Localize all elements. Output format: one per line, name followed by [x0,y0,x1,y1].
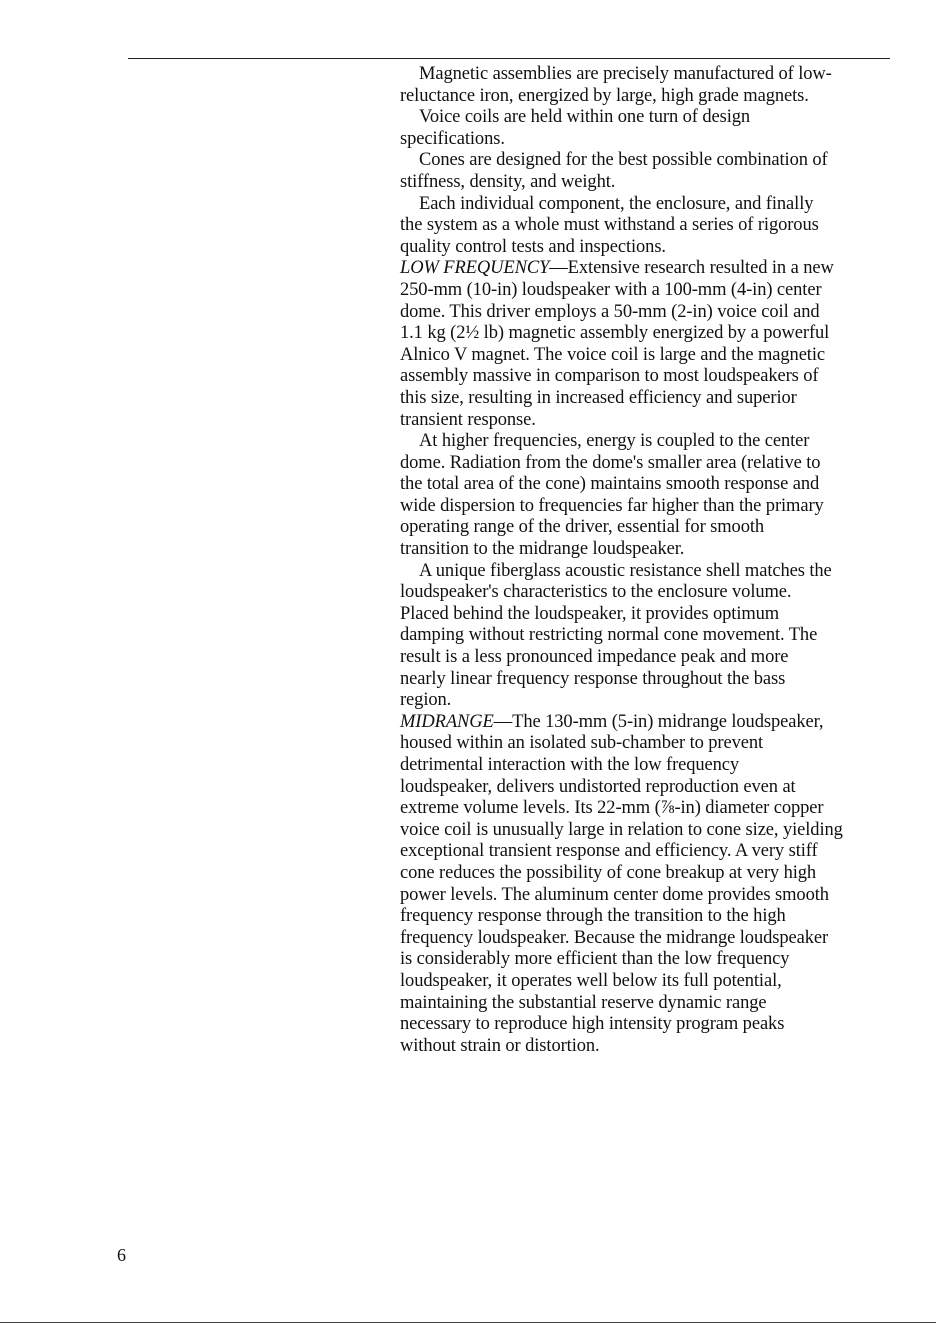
text-line: wide dispersion to frequencies far higher than the primary [400,495,824,516]
text-column [400,64,910,1057]
text-line: transient response. [400,409,536,430]
text-line: dome. Radiation from the dome's smaller area (relative to [400,452,821,473]
text-line: extreme volume levels. Its 22-mm (⅞-in) diameter copper [400,798,824,819]
text-line: result is a less pronounced impedance peak and more [400,647,789,668]
text-line: transition to the midrange loudspeaker. [400,539,685,560]
text-line: housed within an isolated sub-chamber to prevent [400,733,764,754]
text-line: Each individual component, the enclosure, and finally [419,193,814,214]
text-line: the system as a whole must withstand a series of rigorous [400,215,819,236]
paragraph-midrange [400,712,910,1058]
text-line: voice coil is unusually large in relation to cone size, yielding [400,819,843,840]
text-line [400,258,910,280]
text-line: loudspeaker's characteristics to the enclosure volume. [400,582,792,603]
text-line: quality control tests and inspections. [400,236,666,257]
text-line: Voice coils are held within one turn of design [419,107,751,128]
text-line: power levels. The aluminum center dome provides smooth [400,884,829,905]
section-heading: LOW FREQUENCY [400,258,550,279]
text-run: —Extensive research resulted in a new [549,258,834,279]
text-line: the total area of the cone) maintains smooth response and [400,474,820,495]
text-line: reluctance iron, energized by large, high grade magnets. [400,85,809,106]
text-line: Cones are designed for the best possible combination of [419,150,828,171]
paragraph [400,150,910,193]
text-line: maintaining the substantial reserve dynamic range [400,992,767,1013]
text-line: At higher frequencies, energy is coupled to the center [419,431,810,452]
text-line: Alnico V magnet. The voice coil is large and the magnetic [400,344,825,365]
text-line: assembly massive in comparison to most loudspeakers of [400,366,819,387]
text-line: damping without restricting normal cone movement. The [400,625,818,646]
text-line: detrimental interaction with the low frequency [400,755,740,775]
text-line: loudspeaker, delivers undistorted reproduction even at [400,776,796,797]
text-line: A unique fiberglass acoustic resistance shell matches the [419,560,832,581]
paragraph [400,561,910,712]
paragraph-low-frequency [400,258,910,431]
text-line: this size, resulting in increased efficiency and superior [400,387,797,408]
text-line: dome. This driver employs a 50-mm (2-in) voice coil and [400,301,820,322]
text-line: is considerably more efficient than the low frequency [400,949,790,970]
text-line: frequency loudspeaker. Because the midrange loudspeaker [400,927,829,948]
text-line: necessary to reproduce high intensity program peaks [400,1014,785,1035]
text-line: loudspeaker, it operates well below its full potential, [400,970,782,991]
bottom-edge-rule [0,1322,936,1323]
text-line: Magnetic assemblies are precisely manufactured of low- [419,64,832,84]
page-number: 6 [117,1245,126,1265]
text-line: without strain or distortion. [400,1035,600,1056]
text-line: specifications. [400,128,505,149]
text-line: frequency response through the transition to the high [400,906,786,927]
text-line: 250-mm (10-in) loudspeaker with a 100-mm (4-in) center [400,279,822,300]
text-line: operating range of the driver, essential for smooth [400,517,765,538]
section-heading: MIDRANGE [400,711,494,732]
text-line: stiffness, density, and weight. [400,171,616,192]
paragraph [400,194,910,259]
text-line: Placed behind the loudspeaker, it provides optimum [400,603,780,624]
text-line: nearly linear frequency response throughout the bass [400,668,786,689]
text-line: cone reduces the possibility of cone breakup at very high [400,862,817,883]
top-rule [128,58,890,59]
text-run: —The 130-mm (5-in) midrange loudspeaker, [493,711,824,732]
paragraph [400,107,910,150]
paragraph [400,431,910,561]
paragraph [400,64,910,107]
text-line: 1.1 kg (2½ lb) magnetic assembly energized by a powerful [400,323,830,344]
text-line: exceptional transient response and efficiency. A very stiff [400,841,818,862]
text-line [400,712,910,734]
text-line: region. [400,690,452,711]
